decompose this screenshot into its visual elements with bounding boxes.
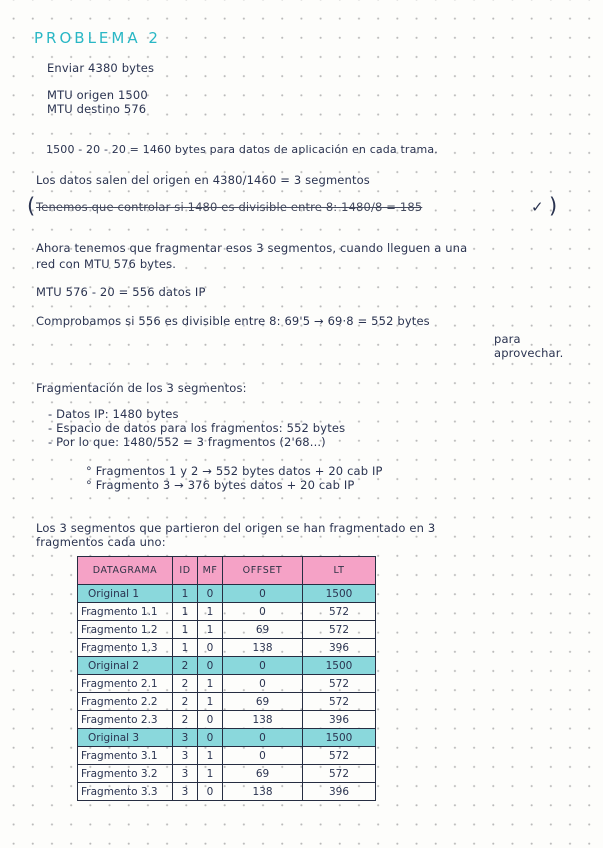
column-header-offset: OFFSET xyxy=(223,557,303,585)
cell-offset: 0 xyxy=(223,729,303,747)
table-row xyxy=(78,675,376,693)
cell-lt: 396 xyxy=(303,711,376,729)
cell-mf: 0 xyxy=(198,639,223,657)
list-item: ° Fragmento 3 → 376 bytes datos + 20 cab IP xyxy=(86,478,355,492)
cell-offset: 0 xyxy=(223,585,303,603)
cell-lt: 572 xyxy=(303,621,376,639)
cell-offset: 138 xyxy=(223,783,303,801)
cell-id: 3 xyxy=(173,765,198,783)
cell-mf: 1 xyxy=(198,747,223,765)
text-line: MTU 576 - 20 = 556 datos IP xyxy=(36,285,206,299)
table-row xyxy=(78,783,376,801)
cell-lt: 572 xyxy=(303,693,376,711)
text-line: 1500 - 20 - 20 = 1460 bytes para datos de aplicación en cada trama. xyxy=(46,143,438,156)
cell-lt: 396 xyxy=(303,639,376,657)
cell-lt: 1500 xyxy=(303,729,376,747)
column-header-lt: LT xyxy=(303,557,376,585)
text-line: aprovechar. xyxy=(494,346,564,360)
cell-mf: 1 xyxy=(198,621,223,639)
cell-mf: 0 xyxy=(198,711,223,729)
column-header-datagrama: DATAGRAMA xyxy=(78,557,173,585)
cell-offset: 69 xyxy=(223,765,303,783)
list-item: - Espacio de datos para los fragmentos: 552 bytes xyxy=(48,421,346,435)
cell-datagrama: Fragmento 3.1 xyxy=(78,747,173,765)
section-heading: Fragmentación de los 3 segmentos: xyxy=(36,381,247,395)
cell-datagrama: Fragmento 1.2 xyxy=(78,621,173,639)
table-row xyxy=(78,657,376,675)
cell-id: 2 xyxy=(173,675,198,693)
list-item: ° Fragmentos 1 y 2 → 552 bytes datos + 20 cab IP xyxy=(86,464,383,478)
cell-mf: 0 xyxy=(198,729,223,747)
cell-offset: 138 xyxy=(223,639,303,657)
cell-id: 1 xyxy=(173,639,198,657)
cell-offset: 138 xyxy=(223,711,303,729)
list-item: - Por lo que: 1480/552 = 3 fragmentos (2'68...) xyxy=(48,435,326,449)
cell-lt: 572 xyxy=(303,603,376,621)
column-header-id: ID xyxy=(173,557,198,585)
table-row xyxy=(78,729,376,747)
table-row xyxy=(78,621,376,639)
cell-lt: 572 xyxy=(303,675,376,693)
text-line: Comprobamos si 556 es divisible entre 8: 69'5 → 69·8 = 552 bytes xyxy=(36,314,430,328)
cell-mf: 0 xyxy=(198,657,223,675)
cell-datagrama: Fragmento 1.1 xyxy=(78,603,173,621)
cell-offset: 0 xyxy=(223,747,303,765)
cell-datagrama: Fragmento 2.2 xyxy=(78,693,173,711)
cell-offset: 69 xyxy=(223,693,303,711)
cell-offset: 0 xyxy=(223,603,303,621)
cell-id: 3 xyxy=(173,747,198,765)
cell-lt: 1500 xyxy=(303,657,376,675)
text-line: MTU origen 1500 xyxy=(47,88,148,102)
cell-mf: 1 xyxy=(198,693,223,711)
table-row xyxy=(78,585,376,603)
cell-mf: 1 xyxy=(198,765,223,783)
cell-lt: 396 xyxy=(303,783,376,801)
cell-datagrama: Fragmento 1.3 xyxy=(78,639,173,657)
open-bracket: ( xyxy=(27,194,36,218)
cell-offset: 0 xyxy=(223,657,303,675)
cell-datagrama: Fragmento 3.3 xyxy=(78,783,173,801)
cell-id: 3 xyxy=(173,729,198,747)
cell-id: 1 xyxy=(173,603,198,621)
table-row xyxy=(78,639,376,657)
cell-mf: 1 xyxy=(198,603,223,621)
text-line: Ahora tenemos que fragmentar esos 3 segmentos, cuando lleguen a una xyxy=(36,241,468,255)
text-line: Los datos salen del origen en 4380/1460 = 3 segmentos xyxy=(36,173,370,187)
text-line: MTU destino 576 xyxy=(47,102,147,116)
cell-datagrama: Original 3 xyxy=(78,729,173,747)
text-line: Enviar 4380 bytes xyxy=(47,61,155,75)
page-title: PROBLEMA 2 xyxy=(34,29,161,47)
cell-mf: 0 xyxy=(198,585,223,603)
cell-lt: 1500 xyxy=(303,585,376,603)
cell-id: 1 xyxy=(173,621,198,639)
fragment-table xyxy=(77,556,376,801)
text-line: para xyxy=(494,332,521,346)
table-header-row xyxy=(78,557,376,585)
cell-lt: 572 xyxy=(303,747,376,765)
cell-id: 1 xyxy=(173,585,198,603)
cell-datagrama: Original 1 xyxy=(78,585,173,603)
cell-id: 2 xyxy=(173,693,198,711)
table-row xyxy=(78,765,376,783)
cell-datagrama: Original 2 xyxy=(78,657,173,675)
cell-id: 3 xyxy=(173,783,198,801)
table-row xyxy=(78,711,376,729)
text-line: fragmentos cada uno: xyxy=(36,535,166,549)
cell-datagrama: Fragmento 2.3 xyxy=(78,711,173,729)
column-header-mf: MF xyxy=(198,557,223,585)
cell-mf: 0 xyxy=(198,783,223,801)
table-row xyxy=(78,747,376,765)
cell-id: 2 xyxy=(173,657,198,675)
table-row xyxy=(78,693,376,711)
close-bracket: ) xyxy=(549,194,558,218)
cell-offset: 69 xyxy=(223,621,303,639)
text-line: red con MTU 576 bytes. xyxy=(36,257,177,271)
cell-lt: 572 xyxy=(303,765,376,783)
cell-datagrama: Fragmento 3.2 xyxy=(78,765,173,783)
check-mark-icon: ✓ xyxy=(531,198,544,216)
struck-text-line: Tenemos que controlar si 1480 es divisible entre 8: 1480/8 = 185 xyxy=(36,200,423,214)
cell-mf: 1 xyxy=(198,675,223,693)
list-item: - Datos IP: 1480 bytes xyxy=(48,407,179,421)
text-line: Los 3 segmentos que partieron del origen se han fragmentado en 3 xyxy=(36,521,436,535)
cell-datagrama: Fragmento 2.1 xyxy=(78,675,173,693)
table-row xyxy=(78,603,376,621)
cell-id: 2 xyxy=(173,711,198,729)
cell-offset: 0 xyxy=(223,675,303,693)
